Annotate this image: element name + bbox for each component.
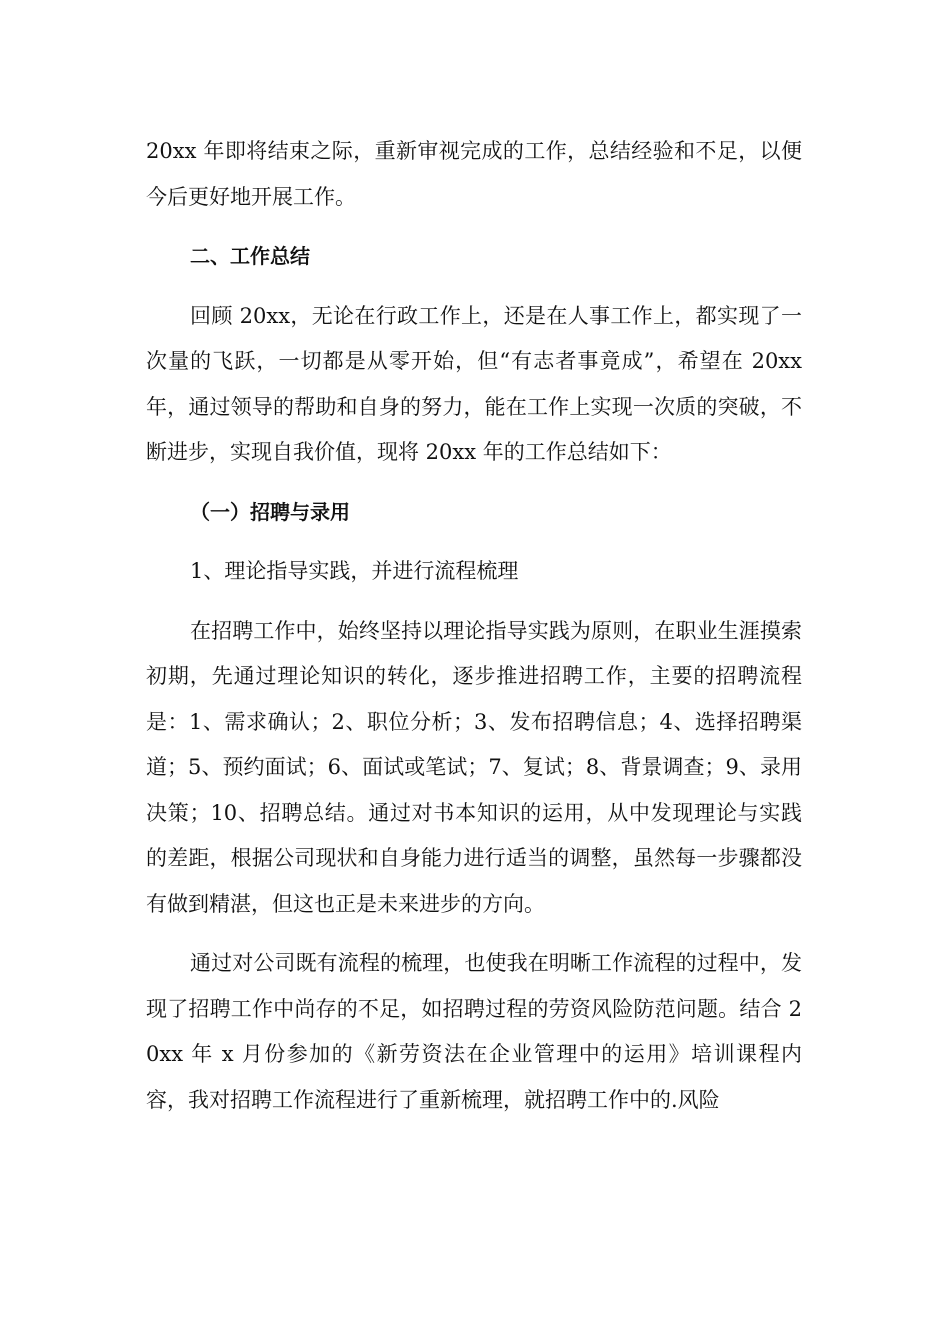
recruitment-process-paragraph: 在招聘工作中，始终坚持以理论指导实践为原则，在职业生涯摸索初期，先通过理论知识的转化，逐步推进招聘工作，主要的招聘流程是：1、需求确认；2、职位分析；3、发布招聘信息；4、选择招聘渠道；5、预约面试；6、面试或笔试；7、复试；8、背景调查；9、录用决策；10、招聘总结。通过对书本知识的运用，从中发现理论与实践的差距，根据公司现状和自身能力进行适当的调整，虽然每一步骤都没有做到精湛，但这也正是未来进步的方向。 <box>146 618 802 916</box>
document-page <box>146 129 802 1123</box>
point-theory-practice: 1、理论指导实践，并进行流程梳理 <box>190 559 519 583</box>
review-paragraph: 回顾 20xx，无论在行政工作上，还是在人事工作上，都实现了一次量的飞跃，一切都是从零开始，但“有志者事竟成”，希望在 20xx 年，通过领导的帮助和自身的努力，能在工作上实现一次质的突破，不断进步，实现自我价值，现将 20xx 年的工作总结如下： <box>146 303 802 464</box>
section-heading-work-summary: 二、工作总结 <box>190 244 310 268</box>
subheading-recruitment: （一）招聘与录用 <box>190 499 350 524</box>
risk-paragraph: 通过对公司既有流程的梳理，也使我在明晰工作流程的过程中，发现了招聘工作中尚存的不足，如招聘过程的劳资风险防范问题。结合 20xx 年 x 月份参加的《新劳资法在企业管理中的运用》培训课程内容，我对招聘工作流程进行了重新梳理，就招聘工作中的.风险 <box>146 951 802 1112</box>
intro-paragraph: 20xx 年即将结束之际，重新审视完成的工作，总结经验和不足，以便今后更好地开展工作。 <box>146 139 802 209</box>
